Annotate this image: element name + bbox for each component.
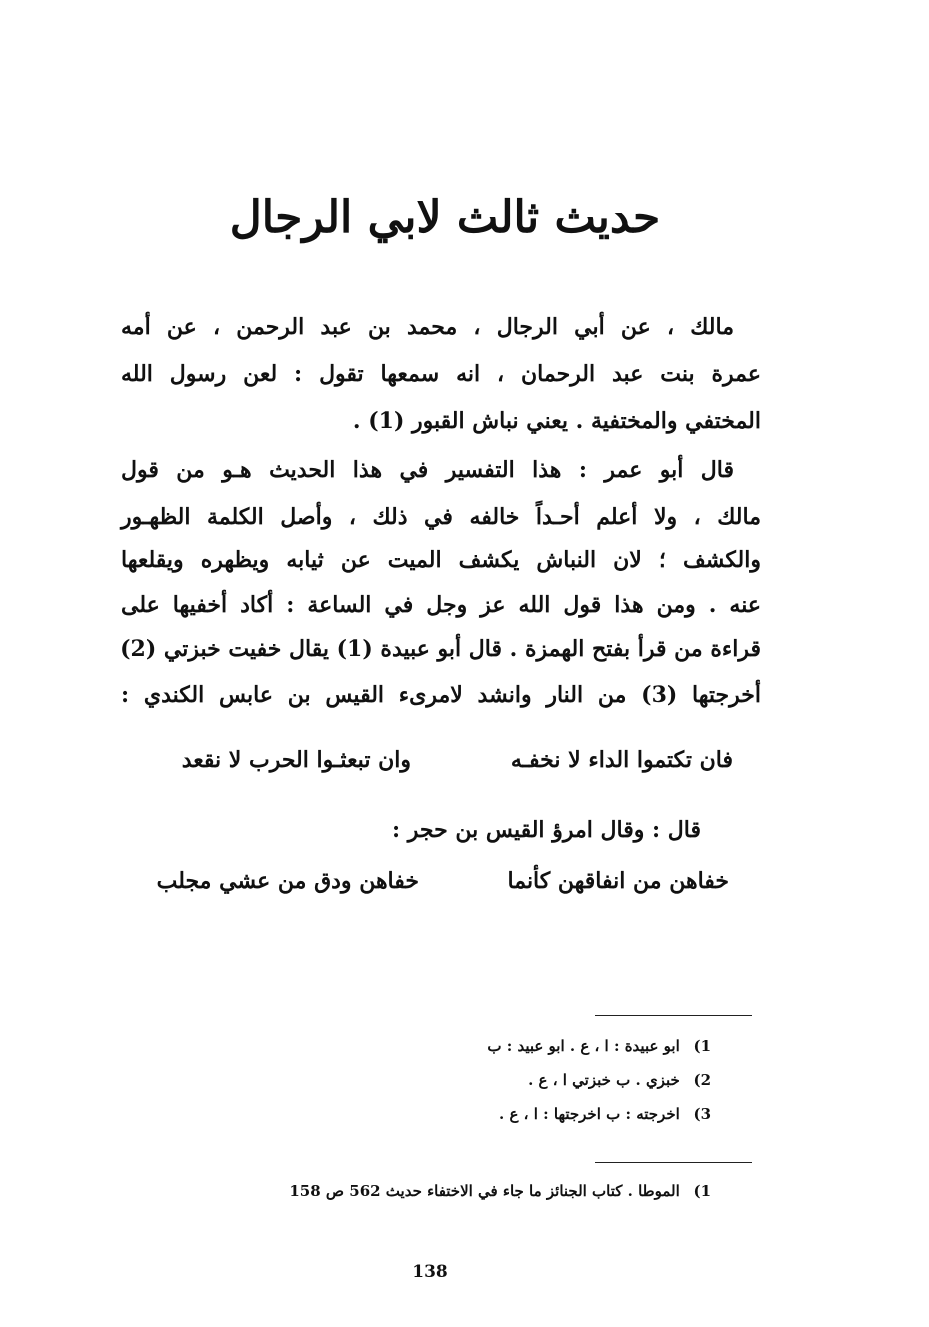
footnote-a-2	[528, 1069, 711, 1091]
footnote-a-2-number: 2)	[693, 1071, 711, 1089]
footnote-a-1	[487, 1035, 711, 1057]
paragraph-1-line-2: عمرة بنت عبد الرحمان ، انه سمعها تقول : لعن رسول الله	[121, 361, 761, 387]
paragraph-2-line-3: والكشف ؛ لان النباش يكشف الميت عن ثيابه ويظهره ويقلعها	[121, 547, 761, 573]
verse-1-first-hemistich: فان تكتموا الداء لا نخفـه	[510, 747, 733, 773]
footnote-a-1-number: 1)	[693, 1037, 711, 1055]
paragraph-2-line-6: أخرجتها (3) من النار وانشد لامرىء القيس بن عابس الكندي :	[121, 682, 761, 708]
page-number: 138	[412, 1262, 448, 1282]
footnote-a-2-text: خبزي . ب خبزتي ا ، ع .	[528, 1071, 680, 1089]
verse-2-intro: قال : وقال امرؤ القيس بن حجر :	[392, 817, 701, 843]
footnote-separator	[595, 1015, 752, 1016]
footnote-a-1-text: ابو عبيدة : ا ، ع . ابو عبيد : ب	[487, 1037, 680, 1055]
verse-1-second-hemistich: وان تبعثـوا الحرب لا نقعد	[181, 747, 411, 773]
footnote-b-1	[289, 1180, 711, 1202]
page-title: حديث ثالث لابي الرجال	[229, 192, 661, 243]
paragraph-1-line-3: المختفي والمختفية . يعني نباش القبور (1) .	[352, 408, 761, 434]
footnote-b-1-text: الموطا . كتاب الجنائز ما جاء في الاختفاء حديث 562 ص 158	[289, 1182, 680, 1200]
paragraph-1-line-1: مالك ، عن أبي الرجال ، محمد بن عبد الرحمن ، عن أمه	[121, 314, 734, 340]
paragraph-2-line-2: مالك ، ولا أعلم أحـداً خالفه في ذلك ، وأصل الكلمة الظهـور	[121, 504, 762, 530]
footnote-separator	[595, 1162, 752, 1163]
footnote-a-3-text: اخرجته : ب اخرجتها : ا ، ع .	[499, 1105, 680, 1123]
paragraph-2-line-4: عنه . ومن هذا قول الله عز وجل في الساعة : أكاد أخفيها على	[121, 592, 761, 618]
footnote-b-1-number: 1)	[693, 1182, 711, 1200]
verse-2-first-hemistich: خفاهن من انفاقهن كأنما	[507, 868, 729, 894]
footnote-a-3	[499, 1103, 711, 1125]
footnote-a-3-number: 3)	[693, 1105, 711, 1123]
paragraph-2-line-5: قراءة من قرأ بفتح الهمزة . قال أبو عبيدة (1) يقال خفيت خبزتي (2)	[120, 636, 761, 662]
paragraph-2-line-1: قال أبو عمر : هذا التفسير في هذا الحديث هـو من قول	[121, 457, 734, 483]
verse-2-second-hemistich: خفاهن ودق من عشي مجلب	[156, 868, 419, 894]
